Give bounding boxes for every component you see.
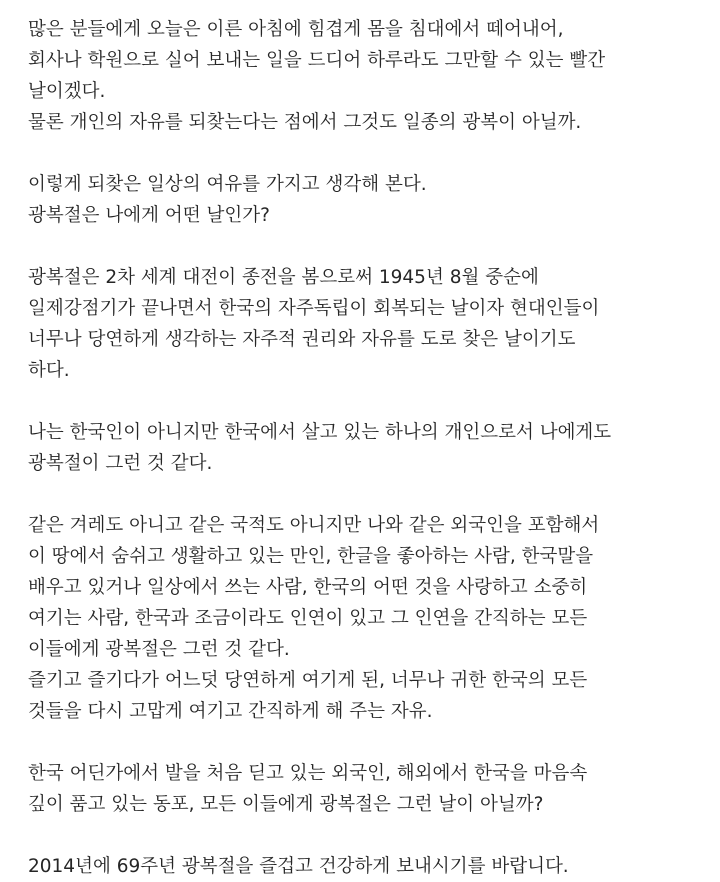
paragraph: [28, 851, 712, 882]
paragraph: [28, 510, 712, 727]
text-line: 즐기고 즐기다가 어느덧 당연하게 여기게 된, 너무나 귀한 한국의 모든: [28, 670, 588, 691]
paragraph: [28, 169, 712, 231]
text-line: 깊이 품고 있는 동포, 모든 이들에게 광복절은 그런 날이 아닐까?: [28, 794, 544, 815]
text-line: 것들을 다시 고맙게 여기고 간직하게 해 주는 자유.: [28, 701, 433, 722]
paragraph: [28, 417, 712, 479]
text-line: 한국 어딘가에서 발을 처음 딛고 있는 외국인, 해외에서 한국을 마음속: [28, 763, 588, 784]
text-line: 날이겠다.: [28, 81, 106, 102]
text-line: 광복절은 나에게 어떤 날인가?: [28, 205, 270, 226]
text-line: 하다.: [28, 360, 70, 381]
text-line: 광복절은 2차 세계 대전이 종전을 봄으로써 1945년 8월 중순에: [28, 267, 539, 288]
text-line: 2014년에 69주년 광복절을 즐겁고 건강하게 보내시기를 바랍니다.: [28, 856, 569, 877]
text-line: 이 땅에서 숨쉬고 생활하고 있는 만인, 한글을 좋아하는 사람, 한국말을: [28, 546, 594, 567]
paragraph: [28, 262, 712, 386]
text-line: 이들에게 광복절은 그런 것 같다.: [28, 639, 290, 660]
paragraph: [28, 758, 712, 820]
text-line: 광복절이 그런 것 같다.: [28, 453, 213, 474]
text-line: 여기는 사람, 한국과 조금이라도 인연이 있고 그 인연을 간직하는 모든: [28, 608, 588, 629]
document-body: [28, 14, 712, 882]
text-line: 회사나 학원으로 실어 보내는 일을 드디어 하루라도 그만할 수 있는 빨간: [28, 50, 606, 71]
text-line: 나는 한국인이 아니지만 한국에서 살고 있는 하나의 개인으로서 나에게도: [28, 422, 612, 443]
text-line: 일제강점기가 끝나면서 한국의 자주독립이 회복되는 날이자 현대인들이: [28, 298, 600, 319]
text-line: 배우고 있거나 일상에서 쓰는 사람, 한국의 어떤 것을 사랑하고 소중히: [28, 577, 588, 598]
paragraph: [28, 14, 712, 138]
text-line: 물론 개인의 자유를 되찾는다는 점에서 그것도 일종의 광복이 아닐까.: [28, 112, 582, 133]
text-line: 이렇게 되찾은 일상의 여유를 가지고 생각해 본다.: [28, 174, 427, 195]
text-line: 많은 분들에게 오늘은 이른 아침에 힘겹게 몸을 침대에서 떼어내어,: [28, 19, 564, 40]
text-line: 같은 겨레도 아니고 같은 국적도 아니지만 나와 같은 외국인을 포함해서: [28, 515, 600, 536]
text-line: 너무나 당연하게 생각하는 자주적 권리와 자유를 도로 찾은 날이기도: [28, 329, 576, 350]
